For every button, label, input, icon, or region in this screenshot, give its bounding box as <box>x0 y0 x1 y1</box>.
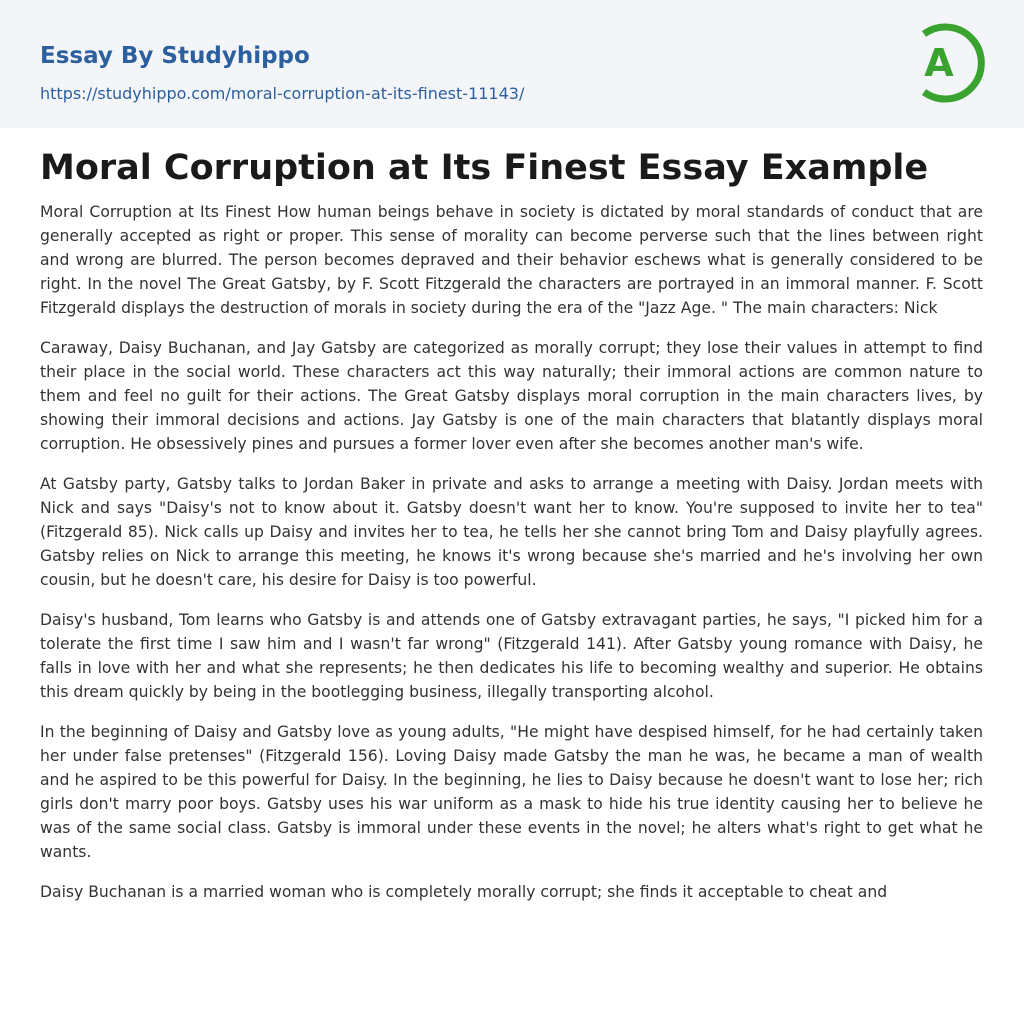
essay-title: Moral Corruption at Its Finest Essay Example <box>40 148 929 188</box>
essay-body <box>40 200 983 920</box>
site-brand[interactable]: Essay By Studyhippo <box>40 43 310 69</box>
page-url-link[interactable]: https://studyhippo.com/moral-corruption-at-its-finest-11143/ <box>40 84 525 103</box>
essay-paragraph: At Gatsby party, Gatsby talks to Jordan Baker in private and asks to arrange a meeting with Daisy. Jordan meets with Nick and says "Daisy's not to know about it. Gatsby doesn't want her to know. You're supposed to invite her to tea" (Fitzgerald 85). Nick calls up Daisy and invites her to tea, he tells her she cannot bring Tom and Daisy playfully agrees. Gatsby relies on Nick to arrange this meeting, he knows it's wrong because she's married and he's involving her own cousin, but he doesn't care, his desire for Daisy is too powerful. <box>40 475 983 589</box>
studyhippo-logo-icon[interactable] <box>912 18 988 108</box>
essay-paragraph: Caraway, Daisy Buchanan, and Jay Gatsby are categorized as morally corrupt; they lose their values in attempt to find their place in the social world. These characters act this way naturally; their immoral actions are common nature to them and feel no guilt for their actions. The Great Gatsby displays moral corruption in the main characters lives, by showing their immoral decisions and actions. Jay Gatsby is one of the main characters that blatantly displays moral corruption. He obsessively pines and pursues a former lover even after she becomes another man's wife. <box>40 339 983 453</box>
essay-paragraph: In the beginning of Daisy and Gatsby love as young adults, "He might have despised himself, for he had certainly taken her under false pretenses" (Fitzgerald 156). Loving Daisy made Gatsby the man he was, he became a man of wealth and he aspired to be this powerful for Daisy. In the beginning, he lies to Daisy because he doesn't want to lose her; rich girls don't marry poor boys. Gatsby uses his war uniform as a mask to hide his true identity causing her to believe he was of the same social class. Gatsby is immoral under these events in the novel; he alters what's right to get what he wants. <box>40 723 983 861</box>
essay-paragraph: Moral Corruption at Its Finest How human beings behave in society is dictated by moral standards of conduct that are generally accepted as right or proper. This sense of morality can become perverse such that the lines between right and wrong are blurred. The person becomes depraved and their behavior eschews what is generally considered to be right. In the novel The Great Gatsby, by F. Scott Fitzgerald the characters are portrayed in an immoral manner. F. Scott Fitzgerald displays the destruction of morals in society during the era of the "Jazz Age. " The main characters: Nick <box>40 203 983 317</box>
essay-paragraph: Daisy's husband, Tom learns who Gatsby is and attends one of Gatsby extravagant parties, he says, "I picked him for a tolerate the first time I saw him and I wasn't far wrong" (Fitzgerald 141). After Gatsby young romance with Daisy, he falls in love with her and what she represents; he then dedicates his life to becoming wealthy and superior. He obtains this dream quickly by being in the bootlegging business, illegally transporting alcohol. <box>40 611 983 701</box>
site-header <box>0 0 1024 128</box>
essay-paragraph: Daisy Buchanan is a married woman who is completely morally corrupt; she finds it acceptable to cheat and <box>40 883 888 901</box>
logo-letter: A <box>924 41 954 85</box>
